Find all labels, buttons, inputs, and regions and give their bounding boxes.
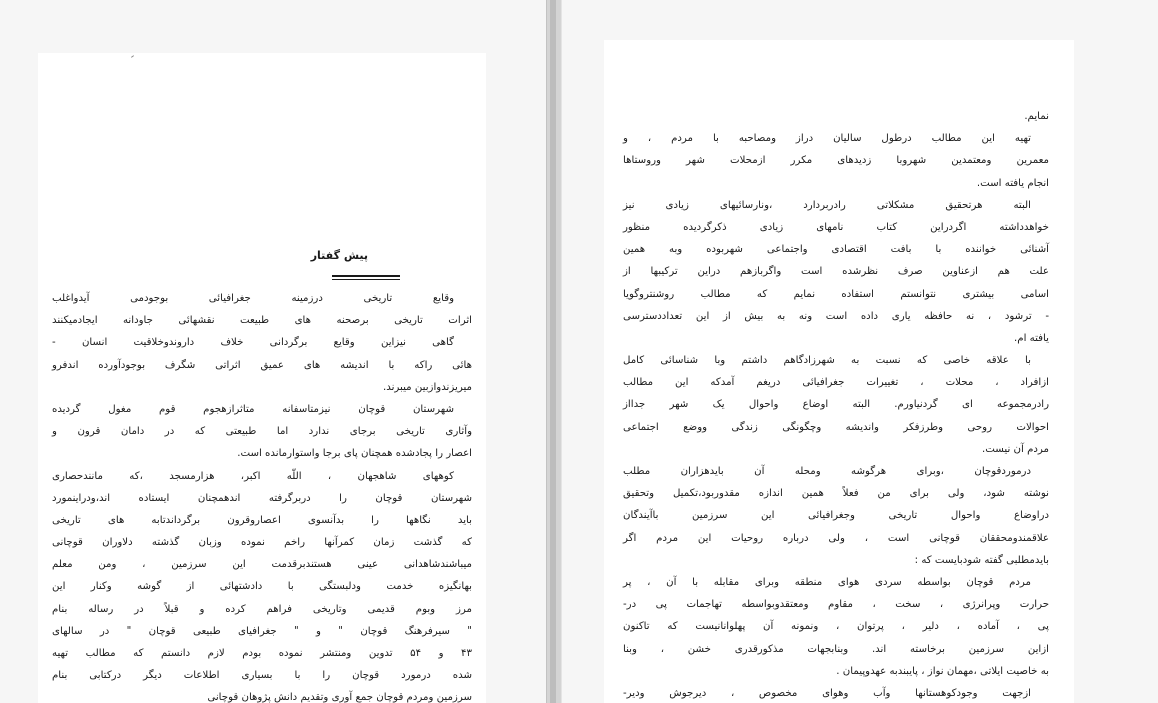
text-line: - ترشود ، نه حافظه یاری داده است ونه به بیش از این تعداددسترسی bbox=[623, 310, 1049, 322]
page-divider-scrollbar[interactable] bbox=[546, 0, 562, 703]
left-page-text bbox=[52, 288, 472, 703]
text-line: شهرستان قوچان نیزمتاسفانه متاثرازهجوم قوم مغول گردیده bbox=[52, 403, 454, 415]
text-line: بایدمطلبی گفته شودبایست که : bbox=[914, 554, 1049, 566]
text-line: معمرین ومعتمدین شهروبا زدیدهای مکرر ازمحلات شهر وروستاها bbox=[623, 155, 1049, 167]
text-line: میباشندشاهدانی عینی هستندبرقدمت این سرزمین ، ومن معلم bbox=[52, 559, 472, 571]
text-line: وآثاری تاریخی برجای ندارد اما طبیعتی که در دامان قرون و bbox=[52, 426, 472, 438]
text-line: حرارت وپرانرژی ، سخت ، مقاوم ومعتقدوبواسطه تهاجمات پی در- bbox=[623, 599, 1049, 611]
text-line: ۴۳ و ۵۴ تدوین ومنتشر نموده بودم لازم دانستم که مطالب تهیه bbox=[52, 648, 472, 659]
text-line: درموردقوچان ،وبرای هرگوشه ومحله آن بایدهزاران مطلب bbox=[623, 466, 1031, 477]
text-line: علاقمندومحققان قوچانی است ، ولی درباره روحیات این مردم اگر bbox=[623, 532, 1049, 544]
text-line: اثرات تاریخی برصحنه های طبیعت نقشهائی جاودانه ایجادمیکنند bbox=[52, 315, 472, 327]
text-line: آشنائی خواننده با بافت اقتصادی واجتماعی شهربوده وبه همین bbox=[623, 244, 1049, 256]
heading-underline bbox=[332, 275, 400, 277]
text-line: دراوضاع واحوال تاریخی وجغرافیائی این سرزمین باآیندگان bbox=[623, 510, 1049, 522]
text-line: نوشته شود، ولی برای من فعلاً همین اندازه مقدوربود،تکمیل وتحقیق bbox=[623, 488, 1049, 500]
text-line: گاهی نیزاین وقایع برگردانی خلاف داروندوخلاقیت انسان - bbox=[52, 337, 454, 349]
page-heading: پیش گفتار bbox=[310, 249, 368, 262]
text-line: مرز وبوم قدیمی وتاریخی فراهم کرده و قبلاً در رساله بنام bbox=[52, 603, 472, 615]
text-line: ازجهت وجودکوهستانها وآب وهوای مخصوص ، دیرجوش ودیر- bbox=[623, 687, 1031, 699]
scan-mark bbox=[131, 55, 134, 58]
heading-underline-second bbox=[332, 279, 400, 280]
text-line: نمایم. bbox=[1024, 111, 1049, 122]
text-line: اسامی بیشتری نتوانستم استفاده نمایم که مطالب روشنتروگویا bbox=[623, 288, 1049, 300]
text-line: باید نگاهها را بدآنسوی اعصاروقرون برگرداندتابه های تاریخی bbox=[52, 514, 472, 526]
text-line: رادرمجموعه ای گردنیاورم. البته اوضاع واحوال یک شهر جدااز bbox=[623, 399, 1049, 411]
text-line: مردم آن نیست. bbox=[982, 443, 1049, 455]
text-line: پی ، آماده ، دلیر ، پرتوان ، ونمونه آن پهلوانانیست که تاکنون bbox=[623, 621, 1049, 633]
text-line: احوالات روحی وطرزفکر واندیشه وچگونگی زندگی ووضع اجتماعی bbox=[623, 421, 1049, 433]
text-line: یافته ام. bbox=[1014, 332, 1049, 344]
scrollbar-thumb[interactable] bbox=[550, 0, 556, 703]
text-line: بهانگیزه خدمت ودلبستگی با دادشتهائی از گوشه وکنار این bbox=[52, 581, 472, 593]
right-page-text bbox=[623, 106, 1049, 703]
page-right bbox=[604, 40, 1074, 703]
text-line: وقایع تاریخی درزمینه جغرافیائی بوجودمی آیدواغلب bbox=[52, 293, 454, 304]
text-line: خواهدداشته اگردراین کتاب نامهای زیادی ذکرگردیده منظور bbox=[623, 221, 1049, 233]
text-line: که گذشت زمان کمرآنها راخم نموده وزبان گذشته دلاوران قوچانی bbox=[52, 537, 472, 549]
text-line: علت هم ازعناوین صرف نظرشده است واگربازهم دراین ترکیبها از bbox=[623, 266, 1049, 278]
text-line: تهیه این مطالب درطول سالیان دراز ومصاحبه با مردم ، و bbox=[623, 133, 1031, 145]
text-line: با علاقه خاصی که نسبت به شهرزادگاهم داشتم وبا شناسائی کامل bbox=[623, 355, 1031, 367]
text-line: اعصار را پجادشده همچنان پای برجا واستوارمانده است. bbox=[237, 448, 472, 460]
text-line: مردم قوچان بواسطه سردی هوای منطقه وبرای مقابله با آن ، پر bbox=[623, 576, 1031, 588]
text-line: ازافراد ، محلات ، تغییرات جغرافیائی دریغم آمدکه این مطالب bbox=[623, 377, 1049, 389]
text-line: میریزندوازبین میبرند. bbox=[382, 381, 472, 393]
page-left bbox=[38, 53, 486, 703]
text-line: شهرستان قوچان را دربرگرفته اندهمچنان ایستاده اند،ودراینمورد bbox=[52, 492, 472, 504]
text-line: به خاصیت ایلاتی ،مهمان نواز ، پایبندبه عهدوپیمان . bbox=[836, 665, 1049, 677]
text-line: " سیرفرهنگ قوچان " و " جغرافیای طبیعی قوچان " در سالهای bbox=[52, 625, 472, 637]
text-line: هائی راکه با اندیشه های عمیق اثراتی شگرف بوجودآورده اندفرو bbox=[52, 359, 472, 371]
text-line: ازاین سرزمین برخاسته اند. وبنابجهات مذکورقدری خشن ، وبنا bbox=[623, 643, 1049, 655]
text-line: شده درمورد قوچان را با بسیاری اطلاعات دیگر درکتابی بنام bbox=[52, 670, 472, 682]
text-line: کوههای شاهجهان ، اللّه اکبر، هزارمسجد ،که مانندحصاری bbox=[52, 470, 454, 482]
text-line: سرزمین ومردم قوچان جمع آوری وتقدیم دانش پژوهان قوچانی bbox=[207, 692, 472, 703]
text-line: البته هرتحقیق مشکلاتی رادربردارد ،ونارسائیهای زیادی نیز bbox=[623, 199, 1031, 211]
text-line: انجام یافته است. bbox=[976, 177, 1049, 189]
